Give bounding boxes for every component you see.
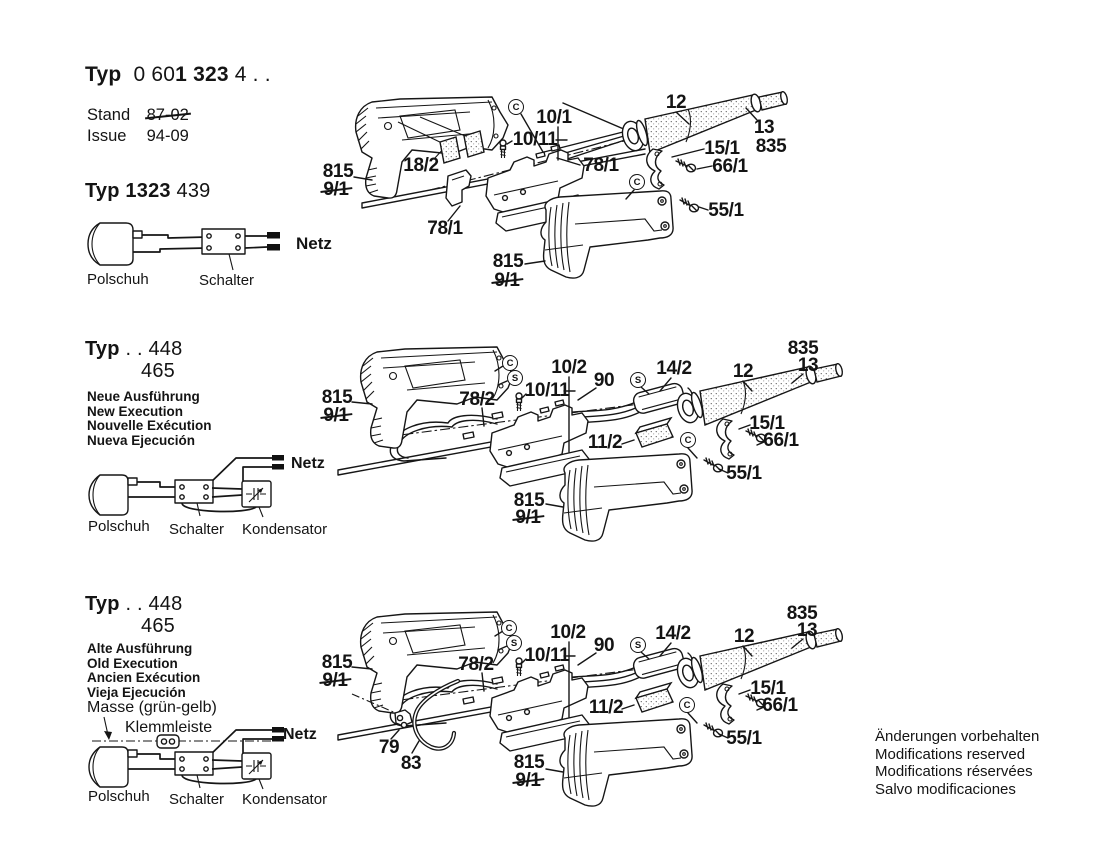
callout-66-1: 66/1 bbox=[763, 430, 799, 451]
wiring2-netz-label: Netz bbox=[291, 455, 325, 472]
notice-line-es: Salvo modificaciones bbox=[875, 780, 1016, 798]
callout-9-1-struck: 9/1 bbox=[494, 270, 520, 291]
callout-815: 815 bbox=[322, 161, 354, 182]
issue-label: Issue bbox=[87, 127, 127, 145]
section3-typ-bold: Typ bbox=[85, 593, 120, 615]
callout-10-11: 10/11 bbox=[512, 129, 558, 150]
execution-line: Old Execution bbox=[87, 655, 178, 671]
wiring3-polschuh-label: Polschuh bbox=[88, 788, 150, 805]
modifications-notice bbox=[875, 728, 1039, 798]
issue-value: 94-09 bbox=[146, 127, 189, 145]
callout-55-1: 55/1 bbox=[726, 463, 762, 484]
callout-79: 79 bbox=[378, 737, 400, 758]
callout-90: 90 bbox=[593, 370, 615, 391]
masse-label: Masse (grün-gelb) bbox=[87, 699, 217, 716]
wiring2-schalter-label: Schalter bbox=[169, 521, 225, 538]
wiring2-kondensator-label: Kondensator bbox=[242, 521, 328, 538]
callout-815: 815 bbox=[321, 387, 353, 408]
stand-line bbox=[87, 106, 189, 125]
wiring3-netz-label: Netz bbox=[283, 726, 317, 743]
callout-13: 13 bbox=[796, 620, 818, 641]
callout-10-1: 10/1 bbox=[536, 107, 572, 128]
callout-66-1: 66/1 bbox=[762, 695, 798, 716]
execution-line: Neue Ausführung bbox=[87, 389, 200, 404]
page-title bbox=[85, 63, 271, 87]
section2-typ-bold: Typ bbox=[85, 338, 120, 360]
callout-90: 90 bbox=[593, 635, 615, 656]
wiring1-schalter-label: Schalter bbox=[199, 272, 255, 289]
execution-line: Alte Ausführung bbox=[87, 641, 193, 656]
callout-10-11: 10/11 bbox=[524, 645, 570, 666]
section3-typ-rest: . . 448 bbox=[125, 593, 183, 615]
circled-c-marker: C bbox=[501, 620, 517, 636]
callout-11-2: 11/2 bbox=[587, 432, 623, 453]
callout-12: 12 bbox=[733, 626, 755, 647]
wiring1-polschuh-label: Polschuh bbox=[87, 271, 149, 288]
section3-typ2: 465 bbox=[141, 615, 175, 637]
callout-12: 12 bbox=[665, 92, 687, 113]
typ-label: Typ bbox=[85, 63, 122, 86]
section2-typ-rest: . . 448 bbox=[125, 338, 183, 360]
callout-815: 815 bbox=[492, 251, 524, 272]
callout-15-1: 15/1 bbox=[749, 413, 785, 434]
callout-815: 815 bbox=[321, 652, 353, 673]
callout-55-1: 55/1 bbox=[726, 728, 762, 749]
callout-15-1: 15/1 bbox=[750, 678, 786, 699]
section1-typ bbox=[85, 180, 210, 203]
circled-s-marker: S bbox=[507, 370, 523, 386]
circled-c-marker: C bbox=[502, 355, 518, 371]
callout-14-2: 14/2 bbox=[655, 623, 691, 644]
callout-9-1-struck: 9/1 bbox=[515, 507, 541, 528]
circled-c-marker: C bbox=[679, 697, 695, 713]
typ-value-pre: 0 60 bbox=[133, 63, 176, 86]
callout-835: 835 bbox=[755, 136, 787, 157]
callout-11-2: 11/2 bbox=[588, 697, 624, 718]
wiring3-schalter-label: Schalter bbox=[169, 791, 225, 808]
wiring3-kondensator-label: Kondensator bbox=[242, 791, 328, 808]
callout-835: 835 bbox=[787, 338, 819, 359]
callout-15-1: 15/1 bbox=[704, 138, 740, 159]
callout-78-1: 78/1 bbox=[427, 218, 463, 239]
circled-s-marker: S bbox=[506, 635, 522, 651]
callout-10-2: 10/2 bbox=[550, 622, 586, 643]
section2-typ2: 465 bbox=[141, 360, 175, 382]
notice-line-en: Modifications reserved bbox=[875, 745, 1026, 763]
callout-78-2: 78/2 bbox=[458, 654, 494, 675]
stand-label: Stand bbox=[87, 106, 131, 124]
wiring2-polschuh-label: Polschuh bbox=[88, 518, 150, 535]
circled-s-marker: S bbox=[630, 637, 646, 653]
execution-line: New Execution bbox=[87, 403, 184, 419]
callout-815: 815 bbox=[513, 752, 545, 773]
issue-line bbox=[87, 127, 189, 146]
callout-14-2: 14/2 bbox=[656, 358, 692, 379]
callout-78-1: 78/1 bbox=[583, 155, 619, 176]
callout-10-11: 10/11 bbox=[524, 380, 570, 401]
callout-78-2: 78/2 bbox=[459, 389, 495, 410]
callout-9-1-struck: 9/1 bbox=[322, 670, 348, 691]
circled-c-marker: C bbox=[508, 99, 524, 115]
callout-12: 12 bbox=[732, 361, 754, 382]
callout-55-1: 55/1 bbox=[708, 200, 744, 221]
callout-9-1-struck: 9/1 bbox=[515, 770, 541, 791]
callout-835: 835 bbox=[786, 603, 818, 624]
callout-83: 83 bbox=[400, 753, 422, 774]
notice-line-de: Änderungen vorbehalten bbox=[875, 728, 1040, 745]
wiring1-netz-label: Netz bbox=[296, 234, 332, 253]
callout-9-1-struck: 9/1 bbox=[323, 179, 349, 200]
klemmleiste-label: Klemmleiste bbox=[125, 719, 213, 736]
section3-execution-block bbox=[87, 642, 200, 700]
execution-line: Vieja Ejecución bbox=[87, 684, 186, 700]
typ-value-bold: 1 323 bbox=[175, 63, 229, 86]
callout-13: 13 bbox=[797, 355, 819, 376]
execution-line: Ancien Exécution bbox=[87, 670, 201, 685]
callout-66-1: 66/1 bbox=[712, 156, 748, 177]
stand-value: 87-02 bbox=[146, 106, 189, 124]
callout-9-1-struck: 9/1 bbox=[323, 405, 349, 426]
typ-value-post: 4 . . bbox=[234, 63, 271, 86]
execution-line: Nouvelle Exécution bbox=[87, 418, 212, 433]
notice-line-fr: Modifications réservées bbox=[875, 763, 1033, 780]
callout-10-2: 10/2 bbox=[551, 357, 587, 378]
callout-815: 815 bbox=[513, 490, 545, 511]
section2-execution-block bbox=[87, 390, 212, 448]
circled-c-marker: C bbox=[629, 174, 645, 190]
execution-line: Nueva Ejecución bbox=[87, 432, 196, 448]
circled-s-marker: S bbox=[630, 372, 646, 388]
section3-typ bbox=[85, 593, 182, 616]
section2-typ bbox=[85, 338, 182, 361]
callout-18-2: 18/2 bbox=[403, 155, 439, 176]
circled-c-marker: C bbox=[680, 432, 696, 448]
callout-13: 13 bbox=[753, 117, 775, 138]
section1-typ-bold: Typ 1323 bbox=[85, 180, 171, 202]
section1-typ-plain: 439 bbox=[176, 180, 211, 202]
